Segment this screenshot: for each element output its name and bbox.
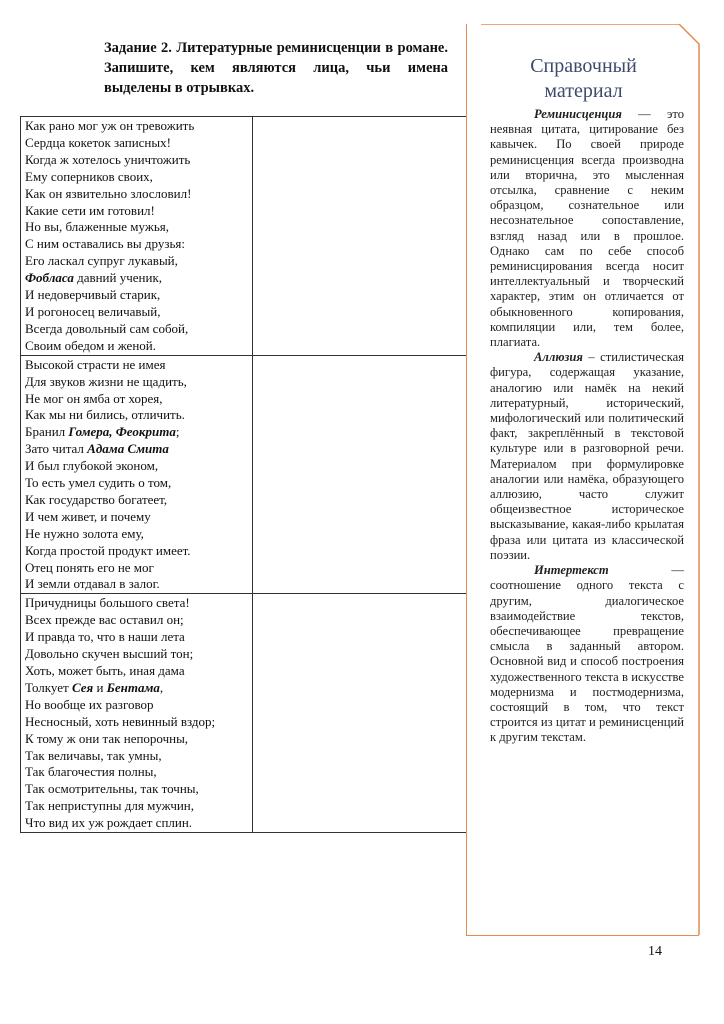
verse-line — [25, 441, 248, 458]
reference-title — [467, 54, 700, 104]
verse-line — [25, 781, 248, 798]
verse-text: ; — [175, 424, 180, 440]
verse-text: Причудницы большого света! — [25, 595, 190, 611]
reference-title-line: Справочный — [530, 55, 637, 77]
reference-definition: — соотношение одного текста с другим, диалогическое взаимодействие текстов, обеспечивающее превращение смысла в заданный автором. Основной вид и способ построения художественного текста в искусстве модернизма и постмодернизма, состоящий в том, что текст строится из цитат и реминисценций к другим текстам. — [490, 563, 684, 745]
passage-text — [21, 117, 253, 356]
verse-text: И земли отдавал в залог. — [25, 576, 160, 592]
verse-text: Так неприступны для мужчин, — [25, 798, 195, 814]
verse-line — [25, 815, 248, 832]
verse-line — [25, 321, 248, 338]
verse-text: Не нужно золота ему, — [25, 525, 144, 541]
verse-line — [25, 186, 248, 203]
verse-text: Как рано мог уж он тревожить — [25, 118, 195, 133]
verse-text: Бранил — [25, 424, 69, 440]
verse-line — [25, 595, 248, 612]
verse-text: Отец понять его не мог — [25, 559, 154, 575]
answer-cell[interactable] — [253, 117, 469, 356]
verse-text: Несносный, хоть невинный вздор; — [25, 713, 216, 729]
verse-line — [25, 424, 248, 441]
verse-text: Зато читал — [25, 441, 88, 457]
reference-entry — [490, 563, 684, 745]
highlighted-name: Бентама — [106, 679, 160, 695]
verse-line — [25, 560, 248, 577]
verse-line — [25, 576, 248, 593]
passage-text — [21, 355, 253, 594]
table-row — [21, 117, 469, 356]
verse-text: Для звуков жизни не щадить, — [25, 373, 187, 389]
verse-text: Так благочестия полны, — [25, 764, 157, 780]
highlighted-name: Фобласа — [25, 270, 74, 286]
verse-line — [25, 798, 248, 815]
verse-line — [25, 543, 248, 560]
verse-text: и — [93, 679, 107, 695]
table-row — [21, 355, 469, 594]
verse-line — [25, 338, 248, 355]
task-title: Задание 2. Литературные реминисценции в романе. Запишите, кем являются лица, чьи имена выделены в отрывках. — [104, 40, 448, 96]
reference-definition: – стилистическая фигура, содержащая указание, аналогию или намёк на некий литературный, исторический, мифологический или политический факт, закреплённый в текстовой культуре или в разговорной речи. Материалом при формулировке аналогии или намёка, образующего аллюзию, часто служит общеизвестное историческое высказывание, какая-либо крылатая фраза или цитата из классической поэзии. — [490, 350, 684, 562]
verse-text: Как мы ни бились, отличить. — [25, 407, 185, 423]
verse-line — [25, 731, 248, 748]
verse-line — [25, 219, 248, 236]
verse-line — [25, 697, 248, 714]
verse-text: С ним оставались вы друзья: — [25, 236, 185, 252]
verse-line — [25, 287, 248, 304]
verse-line — [25, 407, 248, 424]
verse-text: И недоверчивый старик, — [25, 287, 161, 303]
verse-text: Так величавы, так умны, — [25, 747, 162, 763]
verse-line — [25, 748, 248, 765]
reference-term: Интертекст — [534, 563, 609, 578]
verse-text: И был глубокой эконом, — [25, 458, 159, 474]
verse-text: Так осмотрительны, так точны, — [25, 781, 199, 797]
verse-line — [25, 169, 248, 186]
answer-cell[interactable] — [253, 594, 469, 833]
verse-line — [25, 203, 248, 220]
verse-text: Но вы, блаженные мужья, — [25, 219, 170, 235]
verse-line — [25, 253, 248, 270]
verse-line — [25, 391, 248, 408]
verse-line — [25, 764, 248, 781]
verse-line — [25, 612, 248, 629]
reference-body — [490, 107, 684, 746]
verse-text: Не мог он ямба от хорея, — [25, 390, 163, 406]
reference-definition: — это неявная цитата, цитирование без кавычек. По своей природе реминисценция всегда производна или вторична, это мысленная отсылка, сравнение с неким образцом, сознательное или несознательное сопоставление, взгляд назад или в прошлое. Однако сам по себе способ реминисцирования всегда носит интеллектуальный и творческий характер, этим он отличается от обыкновенного копирования, компиляции или, тем более, плагиата. — [490, 107, 684, 350]
verse-line — [25, 118, 248, 135]
verse-text: Всех прежде вас оставил он; — [25, 612, 184, 628]
verse-text: Что вид их уж рождает сплин. — [25, 815, 193, 831]
reference-entry — [490, 107, 684, 350]
verse-text: Высокой страсти не имея — [25, 356, 166, 372]
verse-line — [25, 526, 248, 543]
verse-line — [25, 646, 248, 663]
verse-text: Всегда довольный сам собой, — [25, 320, 189, 336]
verse-line — [25, 374, 248, 391]
verse-text: Ему соперников своих, — [25, 168, 153, 184]
verse-text: Какие сети им готовил! — [25, 202, 155, 218]
verse-line — [25, 680, 248, 697]
verse-text: И правда то, что в наши лета — [25, 629, 185, 645]
verse-text: И чем живет, и почему — [25, 508, 151, 524]
verse-line — [25, 475, 248, 492]
verse-line — [25, 663, 248, 680]
verse-line — [25, 135, 248, 152]
passages-table — [20, 116, 468, 833]
verse-text: Как он язвительно злословил! — [25, 185, 192, 201]
reference-entry — [490, 350, 684, 563]
highlighted-name: Сея — [71, 679, 94, 695]
table-row — [21, 594, 469, 833]
verse-text: Но вообще их разговор — [25, 696, 154, 712]
verse-text: То есть умел судить о том, — [25, 475, 172, 491]
reference-term: Аллюзия — [534, 350, 583, 365]
verse-text: , — [159, 679, 164, 695]
verse-text: Как государство богатеет, — [25, 491, 168, 507]
reference-panel — [466, 24, 699, 936]
verse-line — [25, 458, 248, 475]
verse-text: давний ученик, — [73, 270, 163, 286]
verse-line — [25, 509, 248, 526]
answer-cell[interactable] — [253, 355, 469, 594]
passage-text — [21, 594, 253, 833]
verse-text: Его ласкал супруг лукавый, — [25, 253, 178, 269]
verse-line — [25, 629, 248, 646]
verse-text: Сердца кокеток записных! — [25, 134, 171, 150]
verse-line — [25, 270, 248, 287]
highlighted-name: Адама Смита — [87, 441, 169, 457]
verse-text: Довольно скучен высший тон; — [25, 646, 194, 662]
verse-text: Хоть, может быть, иная дама — [25, 663, 185, 678]
page-number: 14 — [648, 944, 662, 959]
highlighted-name: Гомера, Феокрита — [68, 424, 176, 440]
verse-line — [25, 357, 248, 374]
reference-term: Реминисценция — [534, 107, 622, 121]
verse-text: Когда ж хотелось уничтожить — [25, 151, 191, 167]
verse-line — [25, 492, 248, 509]
verse-text: Своим обедом и женой. — [25, 337, 156, 353]
verse-text: Когда простой продукт имеет. — [25, 542, 191, 558]
reference-title-line: материал — [544, 80, 623, 102]
verse-line — [25, 304, 248, 321]
verse-line — [25, 236, 248, 253]
verse-text: Толкует — [25, 679, 72, 695]
verse-line — [25, 152, 248, 169]
verse-line — [25, 714, 248, 731]
verse-text: И рогоносец величавый, — [25, 303, 161, 319]
verse-text: К тому ж они так непорочны, — [25, 730, 189, 746]
